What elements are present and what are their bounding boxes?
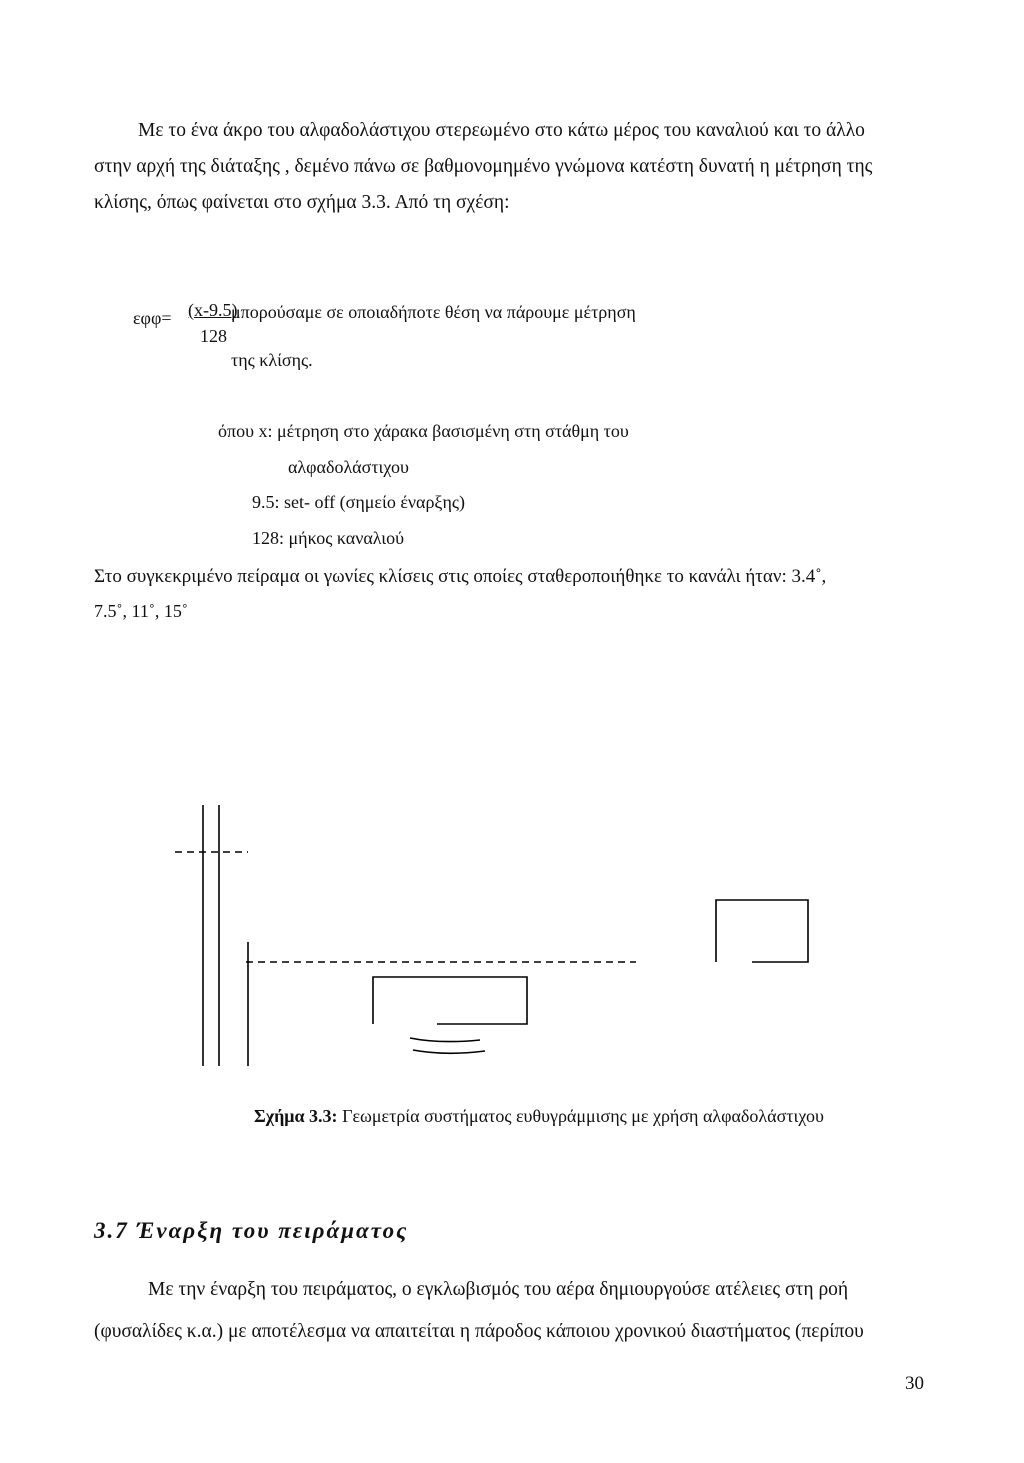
figure-caption: [254, 1106, 824, 1127]
formula-numerator: (x-9.5): [188, 300, 238, 320]
intro-line-2: στην αρχή της διάταξης , δεμένο πάνω σε βαθμονομημένο γνώμονα κατέστη δυνατή η μέτρηση της: [94, 156, 873, 177]
where-line-2: αλφαδολάστιχου: [288, 457, 409, 477]
formula-text-line-2: της κλίσης.: [231, 350, 313, 370]
where-line-4: 128: μήκος καναλιού: [252, 528, 405, 548]
body-line-2: (φυσαλίδες κ.α.) με αποτέλεσμα να απαιτείται η πάροδος κάποιου χρονικού διαστήματος (περίπου: [94, 1321, 864, 1342]
section-heading: 3.7 Έναρξη του πειράματος: [94, 1218, 409, 1243]
caption-label: Σχήμα 3.3:: [254, 1106, 338, 1126]
upper-box: [716, 900, 808, 962]
formula-lhs: εφφ=: [133, 308, 172, 328]
where-line-1: όπου x: μέτρηση στο χάρακα βασισμένη στη στάθμη του: [218, 421, 629, 441]
intro-line-3: κλίσης, όπως φαίνεται στο σχήμα 3.3. Από τη σχέση:: [94, 192, 510, 213]
formula-denominator: 128: [200, 326, 227, 346]
intro-line-1: Με το ένα άκρο του αλφαδολάστιχου στερεωμένο στο κάτω μέρος του καναλιού και το άλλο: [138, 120, 865, 141]
body-line-1: Με την έναρξη του πειράματος, ο εγκλωβισμός του αέρα δημιουργούσε ατέλειες στη ροή: [148, 1279, 849, 1300]
results-line-1: Στο συγκεκριμένο πείραμα οι γωνίες κλίσεις στις οποίες σταθεροποιήθηκε το κανάλι ήταν: 3.4˚,: [94, 566, 827, 587]
wave-stroke-1: [410, 1038, 480, 1042]
wave-stroke-2: [413, 1050, 485, 1053]
formula-text-line-1: μπορούσαμε σε οποιαδήποτε θέση να πάρουμε μέτρηση: [231, 302, 636, 322]
caption-text: Γεωμετρία συστήματος ευθυγράμμισης με χρήση αλφαδολάστιχου: [337, 1106, 824, 1126]
results-line-2: 7.5˚, 11˚, 15˚: [94, 601, 188, 621]
where-line-3: 9.5: set- off (σημείο έναρξης): [252, 492, 465, 512]
page-number: 30: [905, 1373, 924, 1394]
lower-box: [373, 977, 527, 1024]
